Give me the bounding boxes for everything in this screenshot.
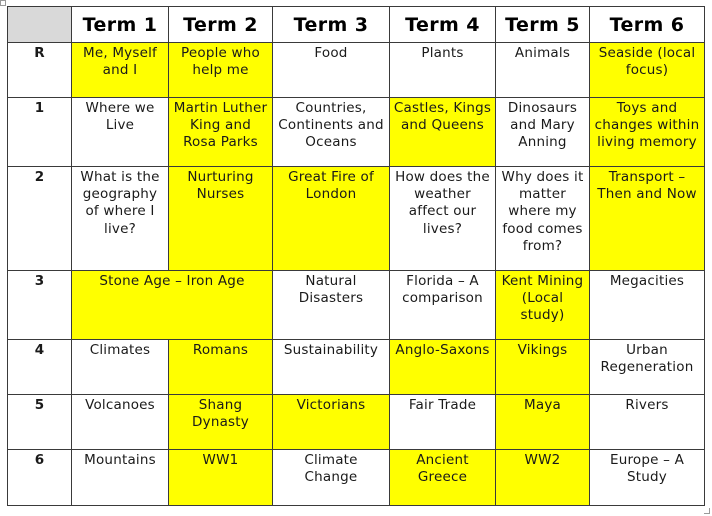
- table-cell: Rivers: [590, 395, 705, 450]
- year-label: 4: [8, 340, 72, 395]
- table-cell: Me, Myself and I: [72, 43, 169, 98]
- term-5-header: Term 5: [496, 7, 590, 43]
- year-label: 1: [8, 98, 72, 167]
- table-cell: Victorians: [273, 395, 390, 450]
- table-cell: Natural Disasters: [273, 271, 390, 340]
- table-cell: Transport – Then and Now: [590, 167, 705, 271]
- table-cell: Castles, Kings and Queens: [390, 98, 496, 167]
- table-row: [8, 98, 705, 167]
- resize-corner-icon: [704, 508, 710, 514]
- corner-cell: [8, 7, 72, 43]
- table-cell: Food: [273, 43, 390, 98]
- table-row: [8, 43, 705, 98]
- table-cell: Shang Dynasty: [169, 395, 273, 450]
- table-cell: Martin Luther King and Rosa Parks: [169, 98, 273, 167]
- table-cell: Stone Age – Iron Age: [72, 271, 273, 340]
- table-cell: Climates: [72, 340, 169, 395]
- term-6-header: Term 6: [590, 7, 705, 43]
- table-cell: Florida – A comparison: [390, 271, 496, 340]
- table-cell: Dinosaurs and Mary Anning: [496, 98, 590, 167]
- table-cell: Sustainability: [273, 340, 390, 395]
- table-cell: WW1: [169, 450, 273, 506]
- table-cell: Toys and changes within living memory: [590, 98, 705, 167]
- table-cell: Urban Regeneration: [590, 340, 705, 395]
- term-1-header: Term 1: [72, 7, 169, 43]
- corner-handle-icon: [0, 0, 6, 6]
- table-cell: Why does it matter where my food comes from?: [496, 167, 590, 271]
- term-3-header: Term 3: [273, 7, 390, 43]
- table-cell: How does the weather affect our lives?: [390, 167, 496, 271]
- curriculum-table: [7, 6, 705, 506]
- table-cell: Kent Mining (Local study): [496, 271, 590, 340]
- year-label: 5: [8, 395, 72, 450]
- table-row: [8, 340, 705, 395]
- year-label: 2: [8, 167, 72, 271]
- table-cell: Countries, Continents and Oceans: [273, 98, 390, 167]
- table-row: [8, 395, 705, 450]
- year-label: 6: [8, 450, 72, 506]
- year-label: R: [8, 43, 72, 98]
- term-2-header: Term 2: [169, 7, 273, 43]
- table-cell: Seaside (local focus): [590, 43, 705, 98]
- table-cell: People who help me: [169, 43, 273, 98]
- table-row: [8, 450, 705, 506]
- table-cell: Nurturing Nurses: [169, 167, 273, 271]
- table-cell: Megacities: [590, 271, 705, 340]
- table-cell: Ancient Greece: [390, 450, 496, 506]
- table-cell: Maya: [496, 395, 590, 450]
- table-cell: Romans: [169, 340, 273, 395]
- table-cell: Vikings: [496, 340, 590, 395]
- table-cell: Volcanoes: [72, 395, 169, 450]
- term-4-header: Term 4: [390, 7, 496, 43]
- table-cell: Plants: [390, 43, 496, 98]
- table-row: [8, 167, 705, 271]
- year-label: 3: [8, 271, 72, 340]
- table-cell: Mountains: [72, 450, 169, 506]
- table-cell: Great Fire of London: [273, 167, 390, 271]
- table-cell: Anglo-Saxons: [390, 340, 496, 395]
- header-row: [8, 7, 705, 43]
- table-cell: Europe – A Study: [590, 450, 705, 506]
- table-cell: What is the geography of where I live?: [72, 167, 169, 271]
- table-cell: Climate Change: [273, 450, 390, 506]
- table-cell: Where we Live: [72, 98, 169, 167]
- table-cell: Fair Trade: [390, 395, 496, 450]
- table-cell: Animals: [496, 43, 590, 98]
- table-cell: WW2: [496, 450, 590, 506]
- table-row: [8, 271, 705, 340]
